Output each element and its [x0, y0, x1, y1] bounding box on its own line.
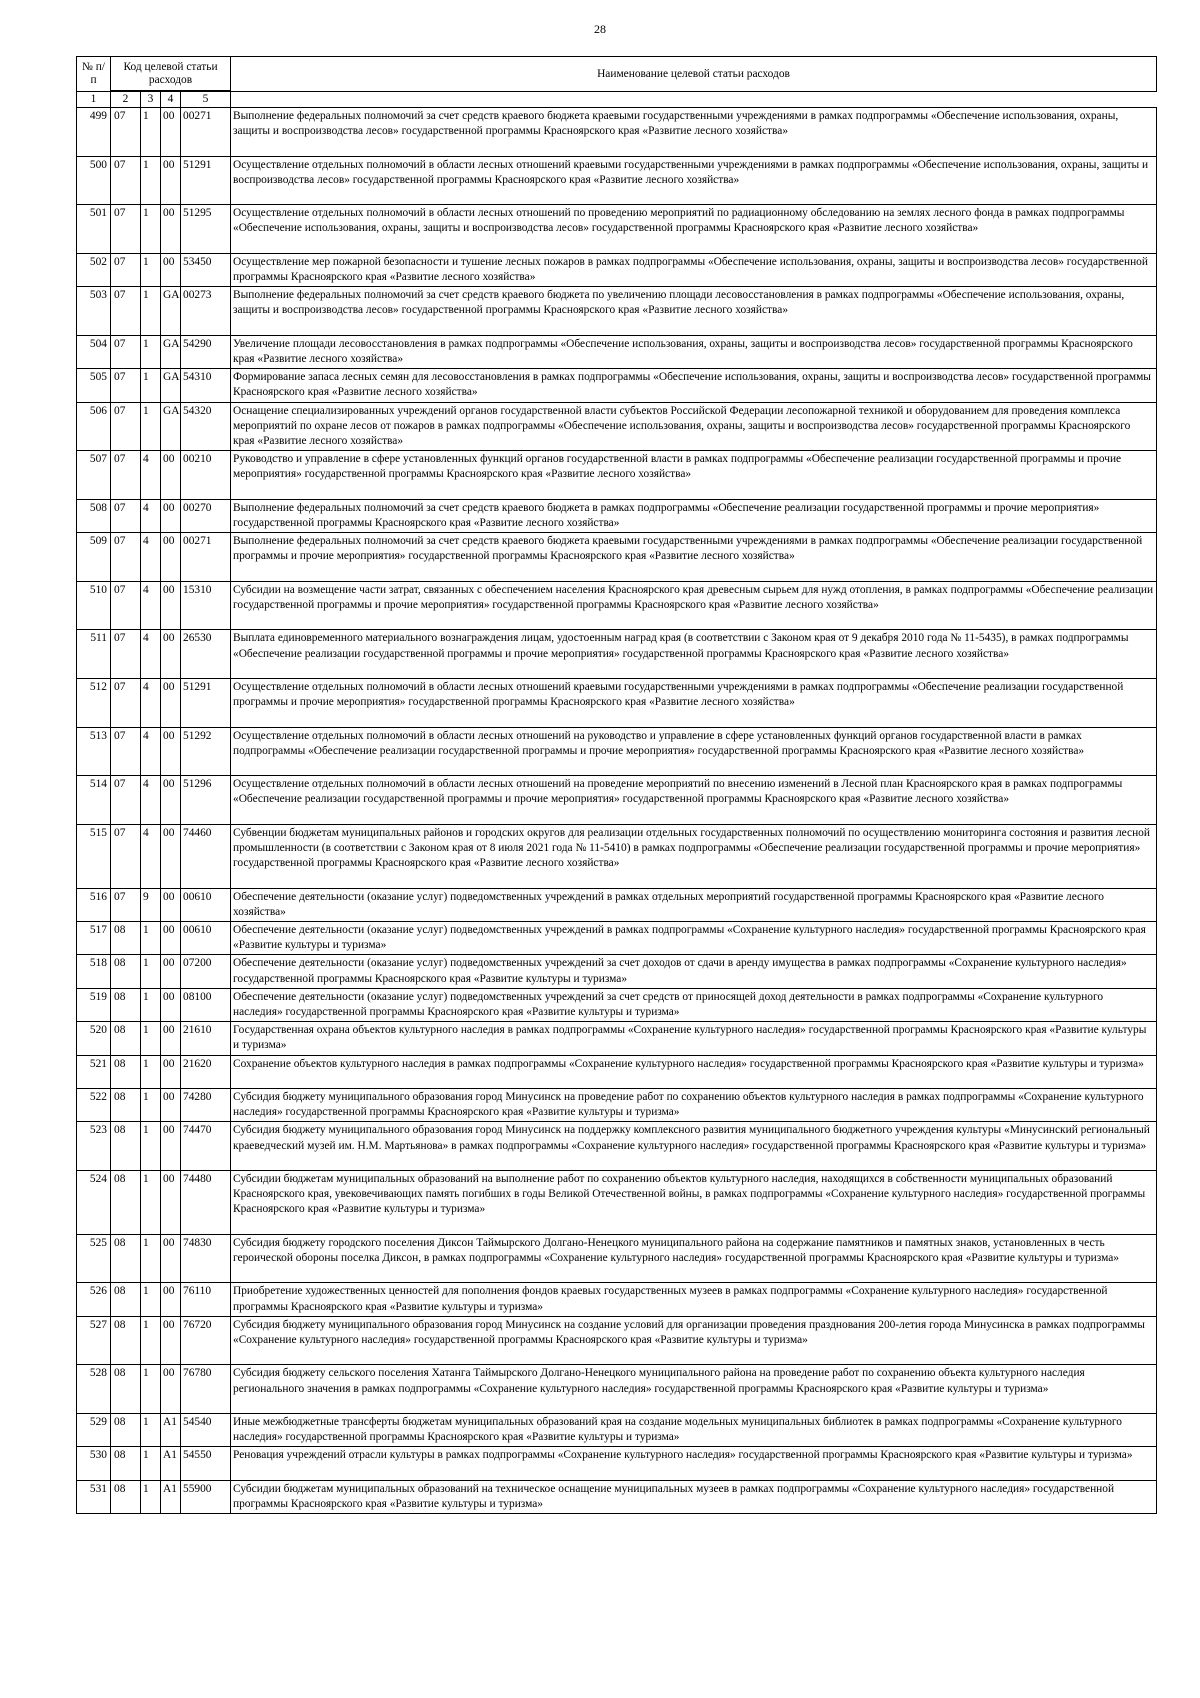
code-part-2: 9 [141, 888, 161, 921]
code-part-2: 4 [141, 533, 161, 582]
code-part-2: 1 [141, 1283, 161, 1316]
code-part-2: 1 [141, 955, 161, 988]
code-part-1: 07 [111, 678, 141, 727]
row-number: 511 [77, 630, 111, 679]
code-part-3: 00 [161, 1365, 181, 1414]
code-part-1: 08 [111, 955, 141, 988]
code-part-2: 1 [141, 156, 161, 205]
code-part-2: 1 [141, 1170, 161, 1234]
expense-item-name: Субсидии бюджетам муниципальных образований на выполнение работ по сохранению объектов культурного наследия, находящихся в собственности муниципальных образований Красноярского края, увековечивающих память погибших в годы Великой Отечественной войны, в рамках подпрограммы «Сохранение культурного наследия» государственной программы Красноярского края «Развитие культуры и туризма» [231, 1170, 1157, 1234]
table-row [77, 581, 1157, 630]
expense-item-name: Осуществление отдельных полномочий в области лесных отношений по проведению мероприятий по радиационному обследованию на землях лесного фонда в рамках подпрограммы «Обеспечение использования, охраны, защиты и воспроизводства лесов» государственной программы Красноярского края «Развитие лесного хозяйства» [231, 205, 1157, 254]
row-number: 512 [77, 678, 111, 727]
code-part-2: 1 [141, 369, 161, 402]
row-number: 517 [77, 921, 111, 954]
code-part-4: 51291 [181, 678, 231, 727]
table-row [77, 1447, 1157, 1480]
code-part-4: 76780 [181, 1365, 231, 1414]
row-number: 520 [77, 1022, 111, 1055]
code-part-3: GA [161, 287, 181, 336]
table-row [77, 988, 1157, 1021]
row-number: 521 [77, 1055, 111, 1088]
code-part-1: 07 [111, 369, 141, 402]
code-part-1: 08 [111, 1234, 141, 1283]
code-part-3: 00 [161, 678, 181, 727]
code-part-2: 1 [141, 287, 161, 336]
expense-item-name: Реновация учреждений отрасли культуры в рамках подпрограммы «Сохранение культурного наследия» государственной программы Красноярского края «Развитие культуры и туризма» [231, 1447, 1157, 1480]
code-part-3: 00 [161, 1088, 181, 1121]
code-part-1: 07 [111, 776, 141, 825]
code-part-2: 1 [141, 402, 161, 451]
expense-item-name: Оснащение специализированных учреждений органов государственной власти субъектов Российской Федерации лесопожарной техникой и оборудованием для проведения комплекса мероприятий по охране лесов от пожаров в рамках подпрограммы «Обеспечение использования, охраны, защиты и воспроизводства лесов» государственной программы Красноярского края «Развитие лесного хозяйства» [231, 402, 1157, 451]
header-code: Код целевой статьи расходов [111, 57, 231, 91]
row-number: 525 [77, 1234, 111, 1283]
code-part-4: 00271 [181, 533, 231, 582]
header-index-1: 1 [77, 92, 111, 108]
code-part-2: 4 [141, 499, 161, 532]
table-row [77, 402, 1157, 451]
row-number: 507 [77, 451, 111, 500]
expense-item-name: Выплата единовременного материального вознаграждения лицам, удостоенным наград края (в соответствии с Законом края от 9 декабря 2010 года № 11-5435), в рамках подпрограммы «Обеспечение реализации государственной программы и прочие мероприятия» государственной программы Красноярского края «Развитие лесного хозяйства» [231, 630, 1157, 679]
code-part-3: 00 [161, 1055, 181, 1088]
table-row [77, 776, 1157, 825]
expense-item-name: Обеспечение деятельности (оказание услуг) подведомственных учреждений в рамках подпрограммы «Сохранение культурного наследия» государственной программы Красноярского края «Развитие культуры и туризма» [231, 921, 1157, 954]
row-number: 500 [77, 156, 111, 205]
code-part-3: 00 [161, 776, 181, 825]
row-number: 523 [77, 1122, 111, 1171]
expense-item-name: Субсидии на возмещение части затрат, связанных с обеспечением населения Красноярского края древесным сырьем для нужд отопления, в рамках подпрограммы «Обеспечение реализации государственной программы и прочие мероприятия» государственной программы Красноярского края «Развитие лесного хозяйства» [231, 581, 1157, 630]
table-row [77, 678, 1157, 727]
code-part-4: 00270 [181, 499, 231, 532]
row-number: 513 [77, 727, 111, 776]
code-part-1: 08 [111, 1365, 141, 1414]
code-part-2: 1 [141, 253, 161, 286]
code-part-1: 07 [111, 888, 141, 921]
code-part-2: 1 [141, 108, 161, 157]
row-number: 518 [77, 955, 111, 988]
code-part-3: 00 [161, 921, 181, 954]
table-row [77, 451, 1157, 500]
code-part-4: 07200 [181, 955, 231, 988]
table-row [77, 156, 1157, 205]
row-number: 499 [77, 108, 111, 157]
code-part-3: 00 [161, 1316, 181, 1365]
expense-item-name: Осуществление отдельных полномочий в области лесных отношений на руководство и управление в сфере установленных функций органов государственной власти в рамках подпрограммы «Обеспечение реализации государственной программы и прочие мероприятия» государственной программы Красноярского края «Развитие лесного хозяйства» [231, 727, 1157, 776]
row-number: 519 [77, 988, 111, 1021]
row-number: 514 [77, 776, 111, 825]
table-row [77, 1316, 1157, 1365]
code-part-1: 07 [111, 499, 141, 532]
code-part-4: 54550 [181, 1447, 231, 1480]
table-row [77, 1055, 1157, 1088]
header-index-2: 2 [111, 92, 141, 108]
code-part-4: 21610 [181, 1022, 231, 1055]
code-part-1: 07 [111, 581, 141, 630]
code-part-2: 4 [141, 824, 161, 888]
expense-item-name: Субсидии бюджетам муниципальных образований на техническое оснащение муниципальных музеев в рамках подпрограммы «Сохранение культурного наследия» государственной программы Красноярского края «Развитие культуры и туризма» [231, 1480, 1157, 1513]
code-part-4: 51296 [181, 776, 231, 825]
code-part-1: 07 [111, 287, 141, 336]
code-part-3: 00 [161, 533, 181, 582]
row-number: 524 [77, 1170, 111, 1234]
code-part-4: 21620 [181, 1055, 231, 1088]
code-part-3: 00 [161, 1283, 181, 1316]
code-part-2: 1 [141, 205, 161, 254]
expense-item-name: Осуществление отдельных полномочий в области лесных отношений краевыми государственными учреждениями в рамках подпрограммы «Обеспечение использования, охраны, защиты и воспроизводства лесов» государственной программы Красноярского края «Развитие лесного хозяйства» [231, 156, 1157, 205]
row-number: 505 [77, 369, 111, 402]
code-part-4: 74280 [181, 1088, 231, 1121]
code-part-4: 74480 [181, 1170, 231, 1234]
code-part-2: 1 [141, 1365, 161, 1414]
expense-item-name: Приобретение художественных ценностей для пополнения фондов краевых государственных музеев в рамках подпрограммы «Сохранение культурного наследия» государственной программы Красноярского края «Развитие культуры и туризма» [231, 1283, 1157, 1316]
table-row [77, 108, 1157, 157]
header-index-4: 4 [161, 92, 181, 108]
code-part-4: 51291 [181, 156, 231, 205]
code-part-4: 15310 [181, 581, 231, 630]
row-number: 526 [77, 1283, 111, 1316]
code-part-3: 00 [161, 727, 181, 776]
code-part-4: 54540 [181, 1413, 231, 1446]
code-part-3: 00 [161, 888, 181, 921]
code-part-4: 76110 [181, 1283, 231, 1316]
code-part-2: 4 [141, 727, 161, 776]
code-part-1: 08 [111, 1413, 141, 1446]
row-number: 509 [77, 533, 111, 582]
header-index-5: 5 [181, 92, 231, 108]
code-part-3: 00 [161, 988, 181, 1021]
code-part-2: 1 [141, 1022, 161, 1055]
expense-item-name: Субвенции бюджетам муниципальных районов и городских округов для реализации отдельных государственных полномочий по осуществлению мониторинга состояния и развития лесной промышленности (в соответствии с Законом края от 8 июля 2021 года № 11-5410) в рамках подпрограммы «Обеспечение реализации государственной программы и прочие мероприятия» государственной программы Красноярского края «Развитие лесного хозяйства» [231, 824, 1157, 888]
code-part-4: 51292 [181, 727, 231, 776]
code-part-3: 00 [161, 253, 181, 286]
expense-item-name: Государственная охрана объектов культурного наследия в рамках подпрограммы «Сохранение культурного наследия» государственной программы Красноярского края «Развитие культуры и туризма» [231, 1022, 1157, 1055]
code-part-1: 08 [111, 1447, 141, 1480]
code-part-4: 00271 [181, 108, 231, 157]
expense-item-name: Субсидия бюджету муниципального образования город Минусинск на поддержку комплексного развития муниципального бюджетного учреждения культуры «Минусинский региональный краеведческий музей им. Н.М. Мартьянова» в рамках подпрограммы «Сохранение культурного наследия» государственной программы Красноярского края «Развитие культуры и туризма» [231, 1122, 1157, 1171]
code-part-2: 4 [141, 678, 161, 727]
table-row [77, 335, 1157, 368]
code-part-3: 00 [161, 1170, 181, 1234]
code-part-2: 4 [141, 451, 161, 500]
row-number: 510 [77, 581, 111, 630]
expense-item-name: Формирование запаса лесных семян для лесовосстановления в рамках подпрограммы «Обеспечение использования, охраны, защиты и воспроизводства лесов» государственной программы Красноярского края «Развитие лесного хозяйства» [231, 369, 1157, 402]
table-row [77, 1122, 1157, 1171]
code-part-3: 00 [161, 451, 181, 500]
expense-item-name: Обеспечение деятельности (оказание услуг) подведомственных учреждений в рамках отдельных мероприятий государственной программы Красноярского края «Развитие лесного хозяйства» [231, 888, 1157, 921]
table-row [77, 824, 1157, 888]
code-part-4: 76720 [181, 1316, 231, 1365]
code-part-1: 08 [111, 1316, 141, 1365]
header-index-3: 3 [141, 92, 161, 108]
code-part-2: 1 [141, 1122, 161, 1171]
code-part-4: 53450 [181, 253, 231, 286]
code-part-4: 74830 [181, 1234, 231, 1283]
code-part-3: 00 [161, 824, 181, 888]
expense-item-name: Выполнение федеральных полномочий за счет средств краевого бюджета в рамках подпрограммы «Обеспечение реализации государственной программы и прочие мероприятия» государственной программы Красноярского края «Развитие лесного хозяйства» [231, 499, 1157, 532]
row-number: 503 [77, 287, 111, 336]
code-part-1: 07 [111, 402, 141, 451]
header-number: № п/п [77, 57, 111, 92]
table-row [77, 1283, 1157, 1316]
code-part-1: 08 [111, 1480, 141, 1513]
table-row [77, 921, 1157, 954]
code-part-3: 00 [161, 955, 181, 988]
expense-item-name: Увеличение площади лесовосстановления в рамках подпрограммы «Обеспечение использования, охраны, защиты и воспроизводства лесов» государственной программы Красноярского края «Развитие лесного хозяйства» [231, 335, 1157, 368]
table-row [77, 1413, 1157, 1446]
expense-item-name: Выполнение федеральных полномочий за счет средств краевого бюджета краевыми государственными учреждениями в рамках подпрограммы «Обеспечение реализации государственной программы и прочие мероприятия» государственной программы Красноярского края «Развитие лесного хозяйства» [231, 533, 1157, 582]
table-row [77, 1365, 1157, 1414]
row-number: 506 [77, 402, 111, 451]
table-row [77, 630, 1157, 679]
code-part-1: 07 [111, 253, 141, 286]
code-part-2: 1 [141, 1055, 161, 1088]
row-number: 527 [77, 1316, 111, 1365]
row-number: 528 [77, 1365, 111, 1414]
expense-item-name: Осуществление отдельных полномочий в области лесных отношений краевыми государственными учреждениями в рамках подпрограммы «Обеспечение реализации государственной программы и прочие мероприятия» государственной программы Красноярского края «Развитие лесного хозяйства» [231, 678, 1157, 727]
code-part-4: 74460 [181, 824, 231, 888]
row-number: 530 [77, 1447, 111, 1480]
code-part-1: 08 [111, 921, 141, 954]
code-part-3: A1 [161, 1447, 181, 1480]
code-part-3: GA [161, 335, 181, 368]
code-part-1: 07 [111, 533, 141, 582]
code-part-3: 00 [161, 1022, 181, 1055]
expense-item-name: Субсидия бюджету сельского поселения Хатанга Таймырского Долгано-Ненецкого муниципального района на проведение работ по сохранению объекта культурного наследия регионального значения в рамках подпрограммы «Сохранение культурного наследия» государственной программы Красноярского края «Развитие культуры и туризма» [231, 1365, 1157, 1414]
code-part-3: 00 [161, 156, 181, 205]
code-part-2: 1 [141, 1480, 161, 1513]
code-part-3: 00 [161, 205, 181, 254]
expense-item-name: Обеспечение деятельности (оказание услуг) подведомственных учреждений за счет доходов от сдачи в аренду имущества в рамках подпрограммы «Сохранение культурного наследия» государственной программы Красноярского края «Развитие культуры и туризма» [231, 955, 1157, 988]
table-row [77, 1480, 1157, 1513]
code-part-1: 08 [111, 1170, 141, 1234]
row-number: 515 [77, 824, 111, 888]
code-part-4: 00273 [181, 287, 231, 336]
code-part-3: GA [161, 369, 181, 402]
code-part-1: 08 [111, 1022, 141, 1055]
code-part-3: 00 [161, 1234, 181, 1283]
code-part-3: 00 [161, 499, 181, 532]
code-part-1: 08 [111, 1088, 141, 1121]
table-row [77, 1234, 1157, 1283]
code-part-1: 08 [111, 1122, 141, 1171]
table-row [77, 1022, 1157, 1055]
table-row [77, 533, 1157, 582]
table-row [77, 955, 1157, 988]
code-part-4: 26530 [181, 630, 231, 679]
code-part-4: 51295 [181, 205, 231, 254]
code-part-1: 07 [111, 727, 141, 776]
code-part-4: 00210 [181, 451, 231, 500]
table-row [77, 205, 1157, 254]
code-part-4: 08100 [181, 988, 231, 1021]
code-part-1: 07 [111, 108, 141, 157]
table-row [77, 499, 1157, 532]
row-number: 531 [77, 1480, 111, 1513]
code-part-4: 54320 [181, 402, 231, 451]
code-part-2: 4 [141, 776, 161, 825]
code-part-2: 1 [141, 335, 161, 368]
code-part-4: 00610 [181, 888, 231, 921]
code-part-2: 1 [141, 1316, 161, 1365]
code-part-1: 07 [111, 630, 141, 679]
budget-table [76, 56, 1157, 1514]
code-part-4: 00610 [181, 921, 231, 954]
table-row [77, 727, 1157, 776]
row-number: 529 [77, 1413, 111, 1446]
table-row [77, 1170, 1157, 1234]
table-row [77, 369, 1157, 402]
code-part-2: 1 [141, 1447, 161, 1480]
code-part-2: 1 [141, 1413, 161, 1446]
expense-item-name: Иные межбюджетные трансферты бюджетам муниципальных образований края на создание модельных муниципальных библиотек в рамках подпрограммы «Сохранение культурного наследия» государственной программы Красноярского края «Развитие культуры и туризма» [231, 1413, 1157, 1446]
expense-item-name: Выполнение федеральных полномочий за счет средств краевого бюджета по увеличению площади лесовосстановления в рамках подпрограммы «Обеспечение использования, охраны, защиты и воспроизводства лесов» государственной программы Красноярского края «Развитие лесного хозяйства» [231, 287, 1157, 336]
row-number: 516 [77, 888, 111, 921]
expense-item-name: Осуществление отдельных полномочий в области лесных отношений на проведение мероприятий по внесению изменений в Лесной план Красноярского края в рамках подпрограммы «Обеспечение реализации государственной программы и прочие мероприятия» государственной программы Красноярского края «Развитие лесного хозяйства» [231, 776, 1157, 825]
code-part-4: 54290 [181, 335, 231, 368]
code-part-3: 00 [161, 1122, 181, 1171]
expense-item-name: Выполнение федеральных полномочий за счет средств краевого бюджета краевыми государственными учреждениями в рамках подпрограммы «Обеспечение использования, охраны, защиты и воспроизводства лесов» государственной программы Красноярского края «Развитие лесного хозяйства» [231, 108, 1157, 157]
header-name: Наименование целевой статьи расходов [231, 57, 1157, 92]
code-part-3: 00 [161, 630, 181, 679]
expense-item-name: Обеспечение деятельности (оказание услуг) подведомственных учреждений за счет средств от приносящей доход деятельности в рамках подпрограммы «Сохранение культурного наследия» государственной программы Красноярского края «Развитие культуры и туризма» [231, 988, 1157, 1021]
table-row [77, 253, 1157, 286]
code-part-3: 00 [161, 581, 181, 630]
row-number: 504 [77, 335, 111, 368]
row-number: 502 [77, 253, 111, 286]
code-part-2: 1 [141, 1088, 161, 1121]
code-part-2: 1 [141, 1234, 161, 1283]
code-part-1: 08 [111, 988, 141, 1021]
expense-item-name: Субсидия бюджету муниципального образования город Минусинск на создание условий для организации проведения празднования 200-летия города Минусинска в рамках подпрограммы «Сохранение культурного наследия» государственной программы Красноярского края «Развитие культуры и туризма» [231, 1316, 1157, 1365]
code-part-4: 74470 [181, 1122, 231, 1171]
expense-item-name: Осуществление мер пожарной безопасности и тушение лесных пожаров в рамках подпрограммы «Обеспечение использования, охраны, защиты и воспроизводства лесов» государственной программы Красноярского края «Развитие лесного хозяйства» [231, 253, 1157, 286]
code-part-2: 1 [141, 921, 161, 954]
row-number: 508 [77, 499, 111, 532]
code-part-1: 07 [111, 824, 141, 888]
code-part-1: 07 [111, 156, 141, 205]
expense-item-name: Субсидия бюджету городского поселения Диксон Таймырского Долгано-Ненецкого муниципального района на содержание памятников и памятных знаков, установленных в честь героической обороны поселка Диксон, в рамках подпрограммы «Сохранение культурного наследия» государственной программы Красноярского края «Развитие культуры и туризма» [231, 1234, 1157, 1283]
code-part-3: 00 [161, 108, 181, 157]
code-part-1: 08 [111, 1283, 141, 1316]
code-part-1: 07 [111, 205, 141, 254]
row-number: 501 [77, 205, 111, 254]
expense-item-name: Руководство и управление в сфере установленных функций органов государственной власти в рамках подпрограммы «Обеспечение реализации государственной программы и прочие мероприятия» государственной программы Красноярского края «Развитие лесного хозяйства» [231, 451, 1157, 500]
code-part-3: A1 [161, 1480, 181, 1513]
table-row [77, 1088, 1157, 1121]
code-part-1: 08 [111, 1055, 141, 1088]
code-part-1: 07 [111, 335, 141, 368]
code-part-4: 55900 [181, 1480, 231, 1513]
row-number: 522 [77, 1088, 111, 1121]
code-part-4: 54310 [181, 369, 231, 402]
code-part-2: 4 [141, 630, 161, 679]
code-part-3: GA [161, 402, 181, 451]
expense-item-name: Сохранение объектов культурного наследия в рамках подпрограммы «Сохранение культурного наследия» государственной программы Красноярского края «Развитие культуры и туризма» [231, 1055, 1157, 1088]
page-number: 28 [594, 22, 606, 36]
table-row [77, 888, 1157, 921]
code-part-3: A1 [161, 1413, 181, 1446]
code-part-2: 1 [141, 988, 161, 1021]
expense-item-name: Субсидия бюджету муниципального образования город Минусинск на проведение работ по сохранению объектов культурного наследия в рамках подпрограммы «Сохранение культурного наследия» государственной программы Красноярского края «Развитие культуры и туризма» [231, 1088, 1157, 1121]
code-part-2: 4 [141, 581, 161, 630]
code-part-1: 07 [111, 451, 141, 500]
table-row [77, 287, 1157, 336]
